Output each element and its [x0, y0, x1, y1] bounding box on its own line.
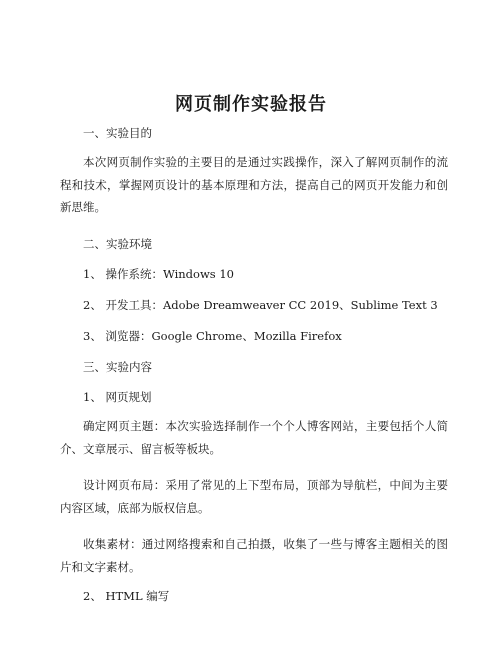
planning-paragraph-layout: 设计网页布局：采用了常见的上下型布局，顶部为导航栏，中间为主要内容区域，底部为版权信息。: [60, 478, 448, 515]
subsection-heading-html: 2、 HTML 编写: [83, 589, 170, 603]
environment-item-tools: 2、 开发工具：Adobe Dreamweaver CC 2019、Sublime Text 3: [83, 298, 438, 312]
planning-paragraph-materials: 收集素材：通过网络搜索和自己拍摄，收集了一些与博客主题相关的图片和文字素材。: [60, 537, 448, 574]
environment-item-os: 1、 操作系统：Windows 10: [83, 267, 234, 281]
subsection-heading-planning: 1、 网页规划: [83, 390, 152, 404]
document-title: 网页制作实验报告: [175, 94, 327, 115]
planning-paragraph-theme: 确定网页主题：本次实验选择制作一个个人博客网站，主要包括个人简介、文章展示、留言板等板块。: [60, 419, 448, 456]
section-heading-content: 三、实验内容: [83, 360, 152, 374]
purpose-paragraph: 本次网页制作实验的主要目的是通过实践操作，深入了解网页制作的流程和技术，掌握网页设计的基本原理和方法，提高自己的网页开发能力和创新思维。: [60, 155, 448, 214]
section-heading-environment: 二、实验环境: [83, 237, 152, 251]
environment-item-browser: 3、 浏览器：Google Chrome、Mozilla Firefox: [83, 329, 342, 343]
section-heading-purpose: 一、实验目的: [83, 126, 152, 140]
